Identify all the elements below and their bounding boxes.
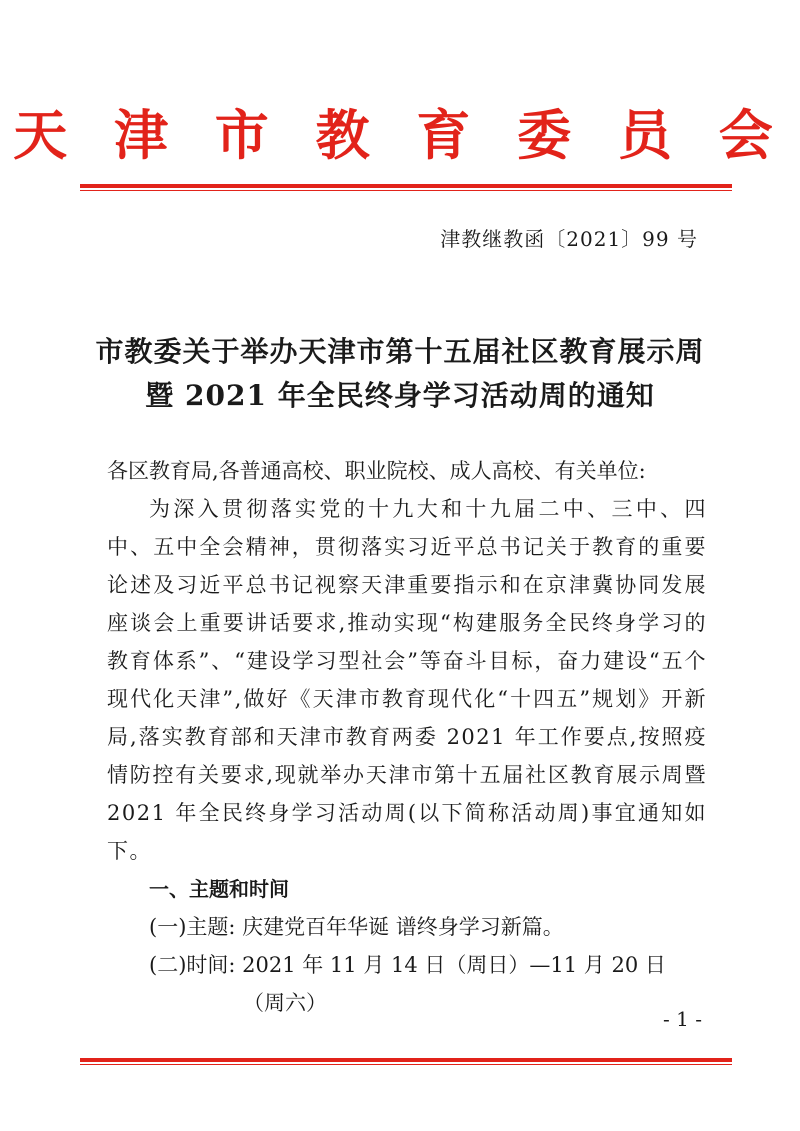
theme-item: (一)主题: 庆建党百年华诞 谱终身学习新篇。	[149, 915, 564, 939]
time-item: (二)时间: 2021 年 11 月 14 日（周日）—11 月 20 日	[149, 953, 666, 977]
page-number: - 1 -	[663, 1007, 702, 1031]
addressee: 各区教育局,各普通高校、职业院校、成人高校、有关单位:	[107, 459, 646, 483]
document-body	[107, 452, 707, 1022]
intro-paragraph: 为深入贯彻落实党的十九大和十九届二中、三中、四中、五中全会精神，贯彻落实习近平总书记关于教育的重要论述及习近平总书记视察天津重要指示和在京津冀协同发展座谈会上重要讲话要求,推动实现“构建服务全民终身学习的教育体系”、“建设学习型社会”等奋斗目标，奋力建设“五个现代化天津”,做好《天津市教育现代化“十四五”规划》开新局,落实教育部和天津市教育两委 2021 年工作要点,按照疫情防控有关要求,现就举办天津市第十五届社区教育展示周暨 2021 年全民终身学习活动周(以下简称活动周)事宜通知如下。	[107, 497, 707, 863]
document-title	[60, 330, 740, 418]
section-heading-1: 一、主题和时间	[149, 877, 289, 901]
time-item-continuation: （周六）	[243, 991, 327, 1015]
masthead-title: 天 津 市 教 育 委 员 会	[13, 103, 787, 167]
title-line-2: 暨 2021 年全民终身学习活动周的通知	[145, 379, 655, 412]
document-number: 津教继教函〔2021〕99 号	[440, 227, 698, 251]
red-divider-thin-top	[80, 190, 732, 191]
red-divider-thin-bottom	[80, 1064, 732, 1065]
red-divider-thick-bottom	[80, 1058, 732, 1062]
title-line-1: 市教委关于举办天津市第十五届社区教育展示周	[95, 335, 705, 368]
red-divider-thick-top	[80, 184, 732, 188]
